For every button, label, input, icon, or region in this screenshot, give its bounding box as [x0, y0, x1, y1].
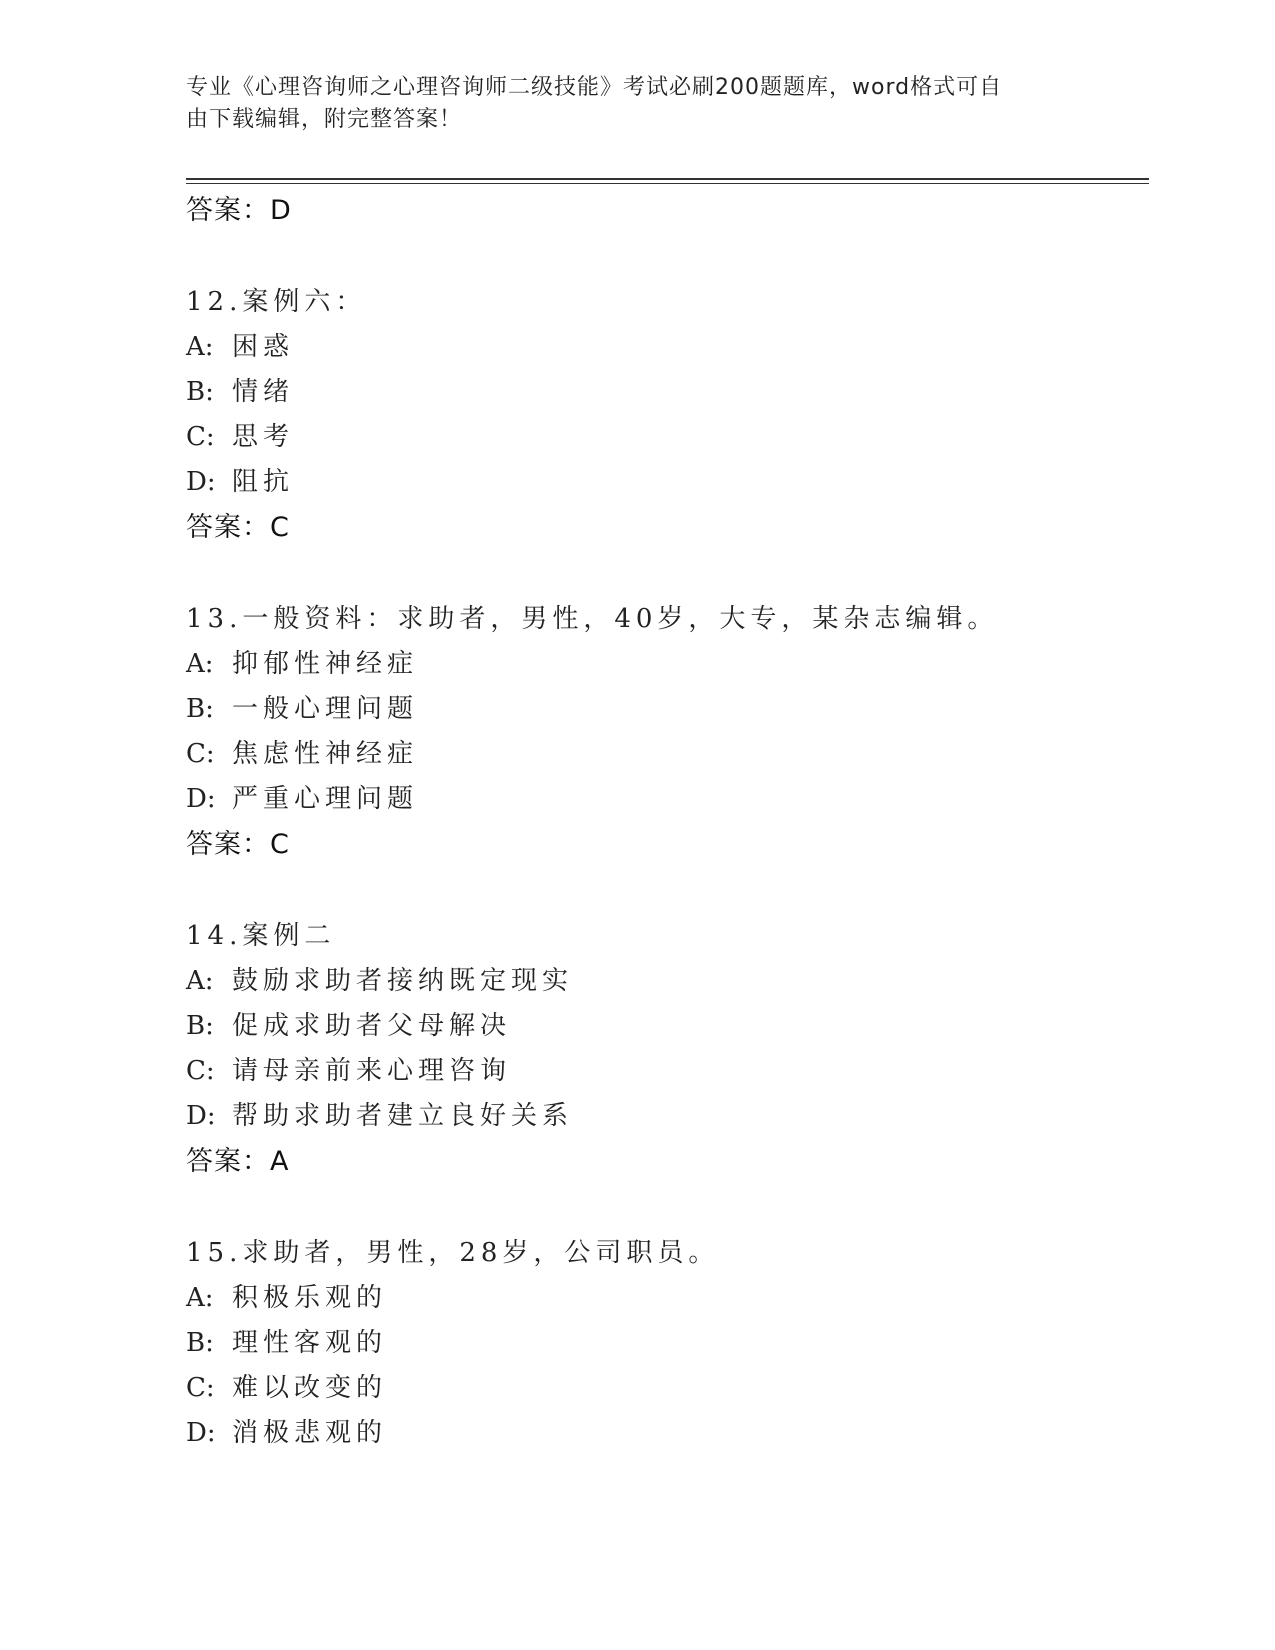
- option-key: A:: [186, 1283, 214, 1313]
- question-stem: 15.求助者，男性，28岁，公司职员。: [186, 1238, 720, 1268]
- option-key: A:: [186, 332, 214, 362]
- answer-value: D: [270, 195, 291, 226]
- option-a: [186, 642, 1146, 687]
- question-list: [186, 188, 1146, 1456]
- option-text: 严重心理问题: [232, 784, 419, 814]
- option-key: A:: [186, 966, 214, 996]
- option-a: [186, 959, 1146, 1004]
- option-b: [186, 370, 1146, 415]
- answer-line: [186, 188, 1146, 233]
- option-text: 理性客观的: [232, 1328, 388, 1358]
- option-d: [186, 1411, 1146, 1456]
- option-text: 困惑: [232, 332, 295, 362]
- option-b: [186, 1004, 1146, 1049]
- answer-line: [186, 505, 1146, 550]
- question-stem: 14.案例二: [186, 921, 336, 951]
- question-15: [186, 1231, 1146, 1456]
- header-line-2: 由下载编辑，附完整答案！: [186, 107, 463, 132]
- option-c: [186, 1049, 1146, 1094]
- option-a: [186, 1276, 1146, 1321]
- option-key: B:: [186, 377, 214, 407]
- option-text: 请母亲前来心理咨询: [232, 1056, 512, 1086]
- option-c: [186, 415, 1146, 460]
- option-key: C:: [186, 1056, 215, 1086]
- question-14: [186, 914, 1146, 1184]
- answer-line: [186, 822, 1146, 867]
- option-text: 情绪: [232, 377, 295, 407]
- option-d: [186, 460, 1146, 505]
- option-text: 阻抗: [232, 467, 295, 497]
- option-key: B:: [186, 694, 214, 724]
- header-divider-thick: [186, 178, 1149, 180]
- question-12: [186, 280, 1146, 550]
- option-text: 帮助求助者建立良好关系: [232, 1101, 574, 1131]
- document-header: [186, 72, 1066, 136]
- option-c: [186, 1366, 1146, 1411]
- option-d: [186, 777, 1146, 822]
- option-text: 思考: [232, 422, 295, 452]
- option-key: D:: [186, 784, 216, 814]
- option-key: B:: [186, 1011, 214, 1041]
- answer-label: 答案：: [186, 195, 270, 226]
- option-key: A:: [186, 649, 214, 679]
- answer-label: 答案：: [186, 512, 270, 543]
- option-text: 消极悲观的: [232, 1418, 388, 1448]
- answer-label: 答案：: [186, 1146, 270, 1177]
- option-text: 促成求助者父母解决: [232, 1011, 512, 1041]
- option-d: [186, 1094, 1146, 1139]
- answer-value: A: [270, 1146, 289, 1177]
- question-13: [186, 597, 1146, 867]
- option-key: B:: [186, 1328, 214, 1358]
- answer-line: [186, 1139, 1146, 1184]
- option-key: C:: [186, 1373, 215, 1403]
- answer-label: 答案：: [186, 829, 270, 860]
- option-key: C:: [186, 422, 215, 452]
- option-text: 积极乐观的: [232, 1283, 388, 1313]
- option-key: D:: [186, 1101, 216, 1131]
- answer-value: C: [270, 829, 289, 860]
- option-text: 焦虑性神经症: [232, 739, 419, 769]
- option-c: [186, 732, 1146, 777]
- option-text: 难以改变的: [232, 1373, 388, 1403]
- option-b: [186, 1321, 1146, 1366]
- option-text: 鼓励求助者接纳既定现实: [232, 966, 574, 996]
- option-key: D:: [186, 467, 216, 497]
- option-text: 抑郁性神经症: [232, 649, 419, 679]
- answer-value: C: [270, 512, 289, 543]
- header-divider-thin: [186, 183, 1149, 184]
- option-text: 一般心理问题: [232, 694, 419, 724]
- option-b: [186, 687, 1146, 732]
- question-stem: 13.一般资料：求助者，男性，40岁，大专，某杂志编辑。: [186, 604, 999, 634]
- option-key: C:: [186, 739, 215, 769]
- question-stem: 12.案例六：: [186, 287, 367, 317]
- option-a: [186, 325, 1146, 370]
- option-key: D:: [186, 1418, 216, 1448]
- header-line-1: 专业《心理咨询师之心理咨询师二级技能》考试必刷200题题库，word格式可自: [186, 75, 1003, 100]
